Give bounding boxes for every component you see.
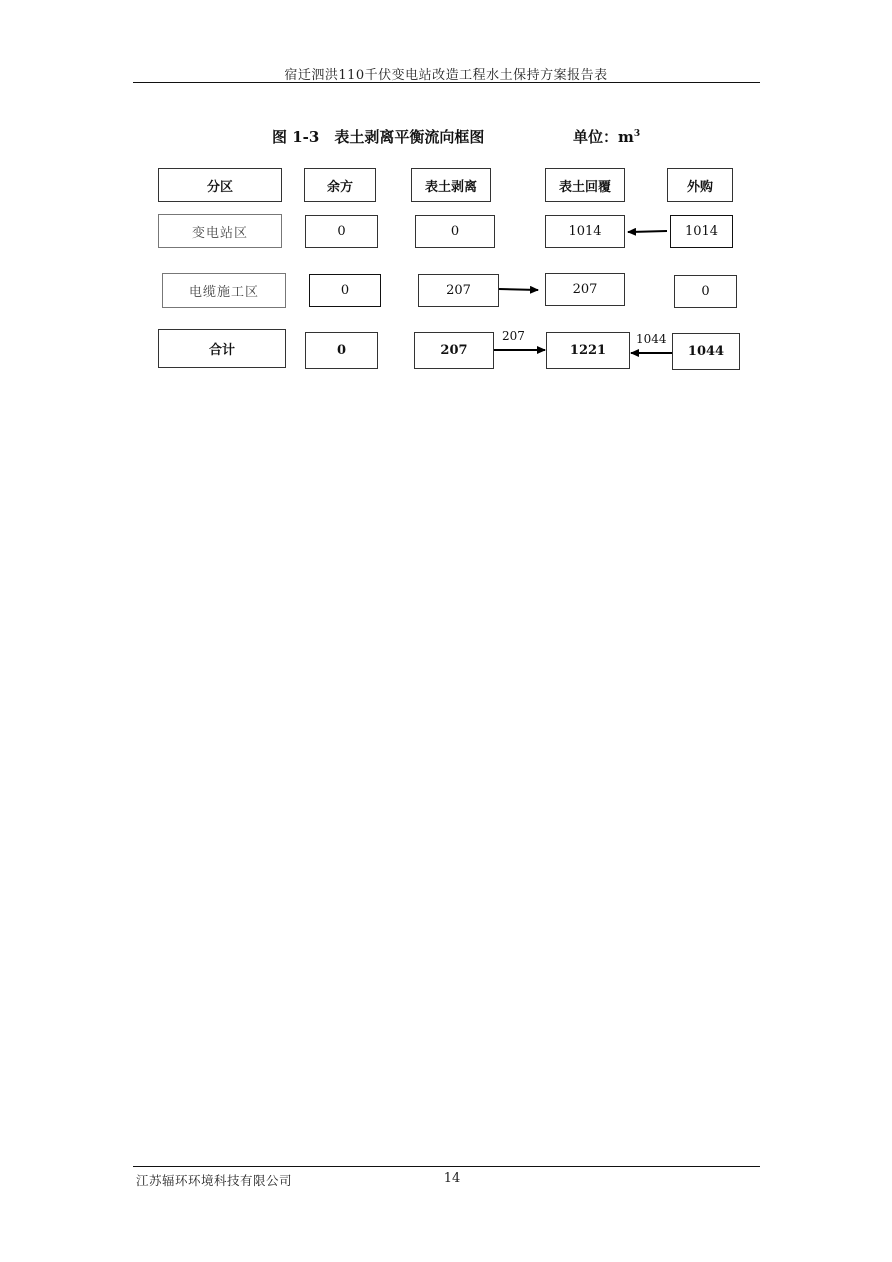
flow-label-total-purchase: 1044 <box>636 332 667 346</box>
page-header-title: 宿迁泗洪110千伏变电站改造工程水土保持方案报告表 <box>284 68 608 83</box>
figure-caption: 图 1-3 表土剥离平衡流向框图 <box>272 128 485 146</box>
row-zone-total: 合计 <box>158 329 286 368</box>
row-total-stripping: 207 <box>414 332 494 369</box>
row-zone-substation: 变电站区 <box>158 214 282 248</box>
row-total-backfill: 1221 <box>546 332 630 369</box>
unit-superscript: 3 <box>633 129 641 139</box>
row-cable-backfill: 207 <box>545 273 625 306</box>
unit-label: 单位：m <box>573 128 634 146</box>
column-header-surplus: 余方 <box>304 168 376 202</box>
row-cable-purchase: 0 <box>674 275 737 308</box>
footer-rule <box>133 1166 760 1167</box>
footer-company: 江苏辐环环境科技有限公司 <box>136 1173 293 1188</box>
column-header-purchase: 外购 <box>667 168 733 202</box>
row-total-purchase: 1044 <box>672 333 740 370</box>
row-cable-stripping: 207 <box>418 274 499 307</box>
row-total-surplus: 0 <box>305 332 378 369</box>
row-substation-backfill: 1014 <box>545 215 625 248</box>
column-header-zone: 分区 <box>158 168 282 202</box>
flow-label-total-stripping: 207 <box>502 329 525 343</box>
row-cable-surplus: 0 <box>309 274 381 307</box>
page-number: 14 <box>443 1171 461 1186</box>
row-zone-cable-construction: 电缆施工区 <box>162 273 286 308</box>
arrow-substation-purchase-to-backfill <box>628 231 667 232</box>
row-substation-purchase: 1014 <box>670 215 733 248</box>
column-header-topsoil-backfill: 表土回覆 <box>545 168 625 202</box>
arrow-cable-stripping-to-backfill <box>499 289 538 290</box>
row-substation-surplus: 0 <box>305 215 378 248</box>
row-substation-stripping: 0 <box>415 215 495 248</box>
column-header-topsoil-stripping: 表土剥离 <box>411 168 491 202</box>
